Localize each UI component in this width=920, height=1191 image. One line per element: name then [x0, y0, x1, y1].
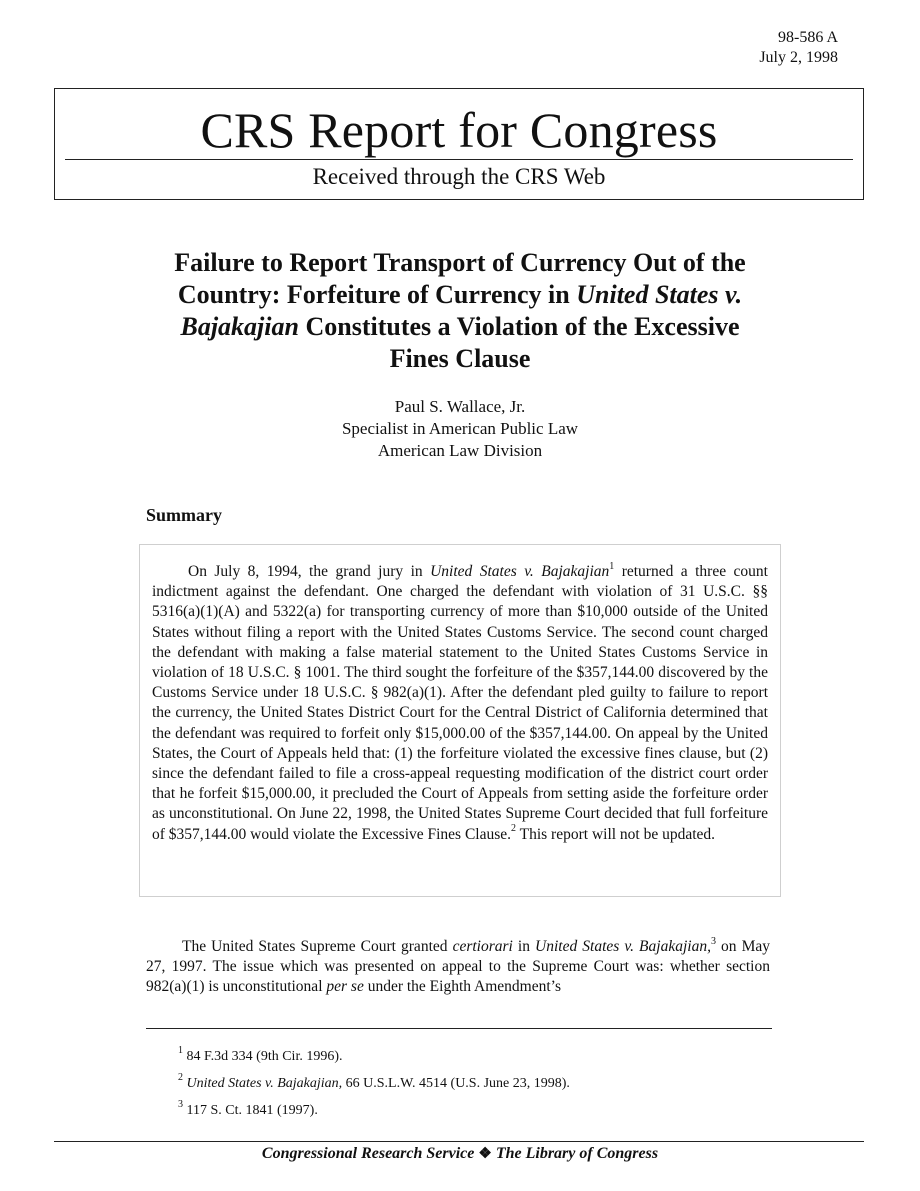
summary-case-name: United States v. Bajakajian	[430, 563, 610, 580]
summary-box	[139, 544, 781, 897]
body-certiorari: certiorari	[452, 938, 513, 955]
footnote-text: 66 U.S.L.W. 4514 (U.S. June 23, 1998).	[342, 1076, 570, 1091]
body-text-2: in	[512, 938, 536, 955]
author-block	[200, 396, 720, 462]
body-per-se: per se	[326, 978, 364, 996]
body-case-name: United States v. Bajakajian,	[535, 938, 711, 955]
footnotes	[178, 1047, 570, 1128]
footnote-number: 1	[178, 1045, 183, 1057]
report-title	[150, 247, 770, 375]
title-text-1: Failure to Report Transport of Currency Out of the Country: Forfeiture of Currency in	[174, 248, 746, 309]
footnote-2	[178, 1074, 570, 1101]
footnote-number: 3	[178, 1099, 183, 1111]
report-number: 98-586 A	[778, 29, 838, 46]
footnote-number: 2	[178, 1072, 183, 1084]
report-date: July 2, 1998	[759, 49, 838, 66]
summary-text-2: returned a three count indictment against the defendant. One charged the defendant with violation of 31 U.S.C. §§ 5316(a)(1)(A) and 5322(a) for transporting currency of more than $10,000 outside of the United States without filing a report with the United States Customs Service. The second count charged the defendant with making a false material statement to the United States Customs Service in violation of 18 U.S.C. § 1001. The third sought the forfeiture of the $357,144.00 discovered by the Customs Service under 18 U.S.C. § 982(a)(1). After the defendant pled guilty to failure to report the currency, the United States District Court for the Central District of California determined that the defendant was required to forfeit only $15,000.00 of the $357,144.00. On appeal by the United States, the Court of Appeals held that: (1) the forfeiture violated the excessive fines clause, but (2) since the defendant failed to file a cross-appeal requesting modification of the district court order that he forfeit $15,000.00, it precluded the Court of Appeals from setting aside the forfeiture order as unconstitutional. On June 22, 1998, the United States Supreme Court decided that full forfeiture of $357,144.00 would violate the Excessive Fines Clause.	[152, 563, 768, 843]
banner-title: CRS Report for Congress	[200, 102, 718, 158]
summary-text-1: On July 8, 1994, the grand jury in	[188, 563, 431, 580]
footnote-ref-2[interactable]: 2	[511, 823, 517, 835]
page-footer	[0, 1143, 920, 1165]
body-paragraph	[146, 937, 770, 998]
footnote-1	[178, 1047, 570, 1074]
footer-right: The Library of Congress	[495, 1145, 659, 1162]
banner-subtitle: Received through the CRS Web	[312, 164, 606, 189]
footnote-text: 84 F.3d 334 (9th Cir. 1996).	[186, 1049, 343, 1064]
report-identifier	[759, 28, 838, 68]
footnote-ref-1[interactable]: 1	[609, 560, 615, 572]
author-name: Paul S. Wallace, Jr.	[394, 397, 526, 416]
body-text-4: under the Eighth Amendment’s	[363, 978, 561, 996]
footnote-ref-3[interactable]: 3	[710, 935, 716, 947]
body-text-3: on May 27, 1997. The issue which was presented on appeal to the Supreme Court was: whether section 982(a)(1) is unconstitutional	[146, 938, 770, 996]
footnote-divider	[146, 1028, 772, 1029]
body-text-1: The United States Supreme Court granted	[182, 938, 453, 955]
report-banner	[54, 88, 864, 200]
title-text-2: Constitutes a Violation of the Excessive Fines Clause	[298, 312, 740, 373]
footnote-italic: United States v. Bajakajian,	[186, 1076, 343, 1091]
footer-divider	[54, 1141, 864, 1142]
footer-left: Congressional Research Service	[261, 1145, 475, 1162]
summary-paragraph	[152, 562, 768, 845]
author-division: American Law Division	[377, 441, 543, 460]
author-position: Specialist in American Public Law	[341, 419, 579, 438]
diamond-separator-icon: ❖	[478, 1146, 492, 1162]
title-case-name: United States v. Bajakajian	[180, 280, 743, 341]
summary-heading: Summary	[146, 505, 222, 525]
summary-text-3: This report will not be updated.	[516, 825, 716, 843]
footnote-3	[178, 1101, 570, 1128]
footnote-text: 117 S. Ct. 1841 (1997).	[186, 1103, 318, 1118]
banner-divider	[65, 159, 853, 160]
